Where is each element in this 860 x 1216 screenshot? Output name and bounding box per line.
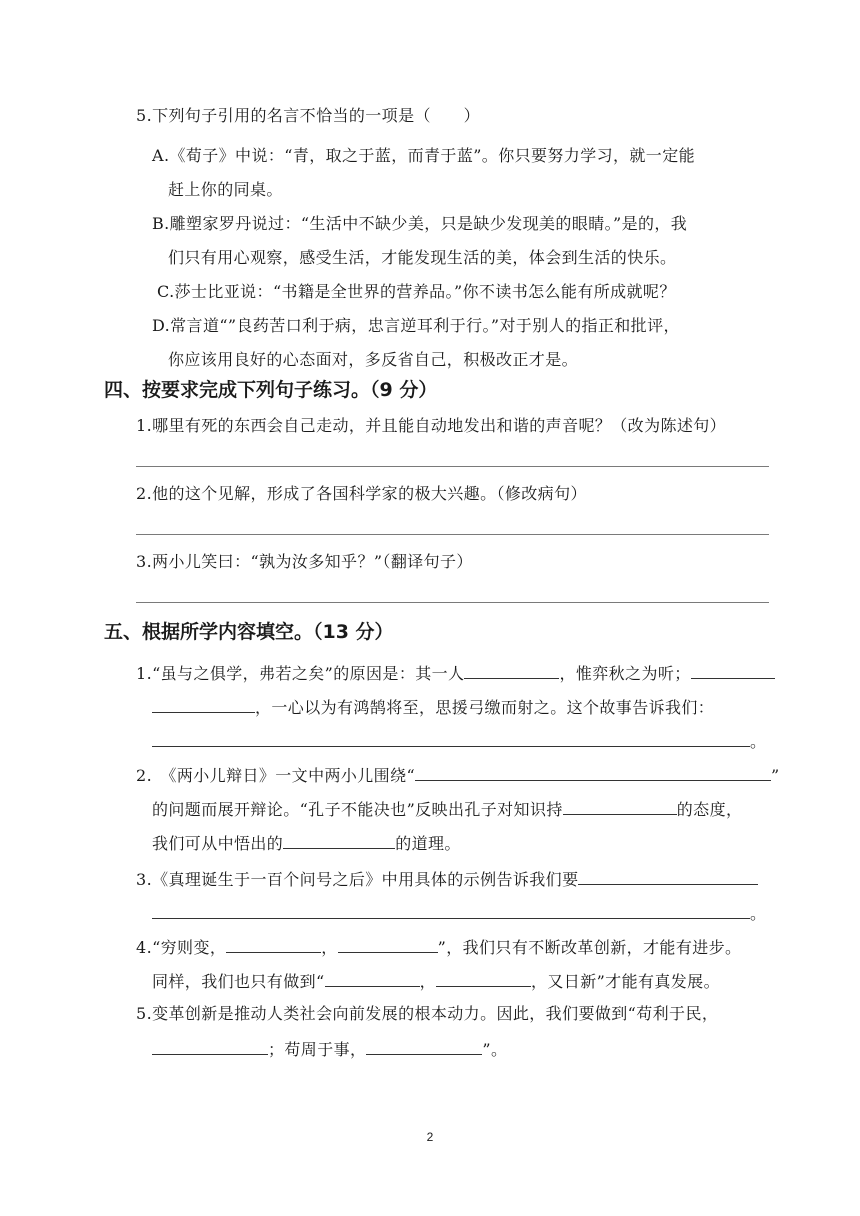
text: ，惟弈秋之为听； <box>559 664 691 683</box>
section5-item-4-line1 <box>136 936 741 958</box>
q5-option-a-line1: A.《荀子》中说：“青，取之于蓝，而青于蓝”。你只要努力学习，就一定能 <box>152 146 696 165</box>
fill-blank[interactable] <box>152 1038 268 1055</box>
fill-blank[interactable] <box>325 970 420 987</box>
text: ， <box>321 938 338 957</box>
text: ，又日新”才能有真发展。 <box>531 972 720 991</box>
q5-option-c-line1: C.莎士比亚说：“书籍是全世界的营养品。”你不读书怎么能有所成就呢？ <box>157 282 676 301</box>
fill-blank[interactable] <box>152 696 255 713</box>
fill-blank[interactable] <box>691 662 775 679</box>
section5-item-1-line3 <box>152 730 766 752</box>
answer-line-2[interactable] <box>136 534 769 535</box>
section4-title: 四、按要求完成下列句子练习。（9 分） <box>104 379 438 401</box>
fill-blank[interactable] <box>464 662 559 679</box>
q5-option-a-line2: 赶上你的同桌。 <box>168 180 283 199</box>
section5-title: 五、根据所学内容填空。（13 分） <box>104 621 394 643</box>
section5-item-4-line2 <box>152 970 720 992</box>
text: 。 <box>750 732 767 751</box>
section5-item-1-line2 <box>152 696 714 718</box>
text: 。 <box>750 904 767 923</box>
fill-blank[interactable] <box>152 902 750 919</box>
section4-item-1: 1.哪里有死的东西会自己走动，并且能自动地发出和谐的声音呢？（改为陈述句） <box>136 416 727 435</box>
fill-blank[interactable] <box>366 1038 482 1055</box>
text: 的态度， <box>676 800 743 819</box>
fill-blank[interactable] <box>152 730 750 747</box>
section5-item-2-line1 <box>136 764 780 786</box>
q5-option-d-line1: D.常言道“”良药苦口利于病，忠言逆耳利于行。”对于别人的指正和批评， <box>152 316 680 335</box>
section5-item-2-line3 <box>152 832 461 854</box>
text: ” <box>771 766 780 785</box>
fill-blank[interactable] <box>578 868 758 885</box>
text: ”。 <box>482 1040 508 1059</box>
fill-blank[interactable] <box>338 936 438 953</box>
section5-item-2-line2 <box>152 798 742 820</box>
fill-blank[interactable] <box>563 798 677 815</box>
text: 的道理。 <box>395 834 461 853</box>
text: 4.“穷则变， <box>136 938 227 957</box>
q5-option-b-line2: 们只有用心观察，感受生活，才能发现生活的美，体会到生活的快乐。 <box>168 248 677 267</box>
answer-line-1[interactable] <box>136 466 769 467</box>
q5-option-d-line2: 你应该用良好的心态面对，多反省自己，积极改正才是。 <box>168 350 579 369</box>
text: 的问题而展开辩论。“孔子不能决也”反映出孔子对知识持 <box>152 800 563 819</box>
section4-item-2: 2.他的这个见解，形成了各国科学家的极大兴趣。（修改病句） <box>136 484 587 503</box>
section4-item-3: 3.两小儿笑曰：“孰为汝多知乎？”（翻译句子） <box>136 552 473 571</box>
text: ，一心以为有鸿鹄将至，思援弓缴而射之。这个故事告诉我们： <box>255 698 715 717</box>
section5-item-5-line1: 5.变革创新是推动人类社会向前发展的根本动力。因此，我们要做到“苟利于民， <box>136 1004 719 1023</box>
text: ；苟周于事， <box>268 1040 367 1059</box>
section5-item-3-line2 <box>152 902 766 924</box>
answer-line-3[interactable] <box>136 602 769 603</box>
fill-blank[interactable] <box>415 764 771 781</box>
text: ， <box>419 972 436 991</box>
text: 3.《真理诞生于一百个问号之后》中用具体的示例告诉我们要 <box>136 870 579 889</box>
fill-blank[interactable] <box>226 936 321 953</box>
fill-blank[interactable] <box>283 832 395 849</box>
page-number: 2 <box>426 1130 434 1144</box>
text: 我们可从中悟出的 <box>152 834 284 853</box>
text: 1.“虽与之俱学，弗若之矣”的原因是：其一人 <box>136 664 465 683</box>
text: 同样，我们也只有做到“ <box>152 972 325 991</box>
fill-blank[interactable] <box>436 970 531 987</box>
section5-item-3-line1 <box>136 868 758 890</box>
text: 2. 《两小儿辩日》一文中两小儿围绕“ <box>136 766 416 785</box>
q5-stem: 5.下列句子引用的名言不恰当的一项是（ ） <box>136 106 481 125</box>
section5-item-5-line2 <box>152 1038 507 1060</box>
text: ”，我们只有不断改革创新，才能有进步。 <box>437 938 742 957</box>
q5-option-b-line1: B.雕塑家罗丹说过：“生活中不缺少美，只是缺少发现美的眼睛。”是的，我 <box>152 214 688 233</box>
section5-item-1-line1 <box>136 662 775 684</box>
